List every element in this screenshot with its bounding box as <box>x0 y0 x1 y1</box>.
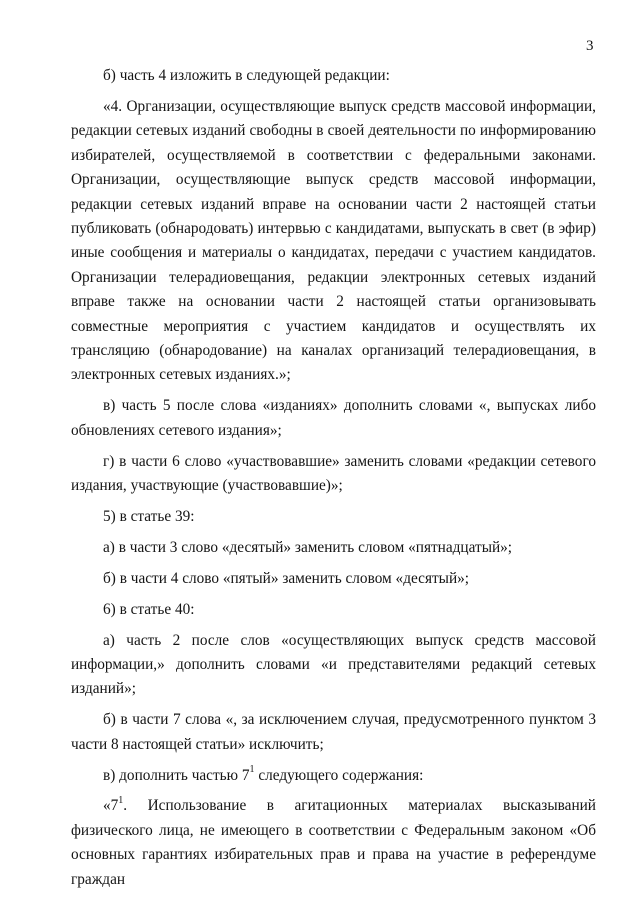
superscript: 1 <box>249 764 255 776</box>
document-body <box>71 64 596 899</box>
paragraph-text: следующего содержания: <box>254 766 424 784</box>
paragraph: 5) в статье 39: <box>103 507 195 525</box>
paragraph: а) в части 3 слово «десятый» заменить словом «пятнадцатый»; <box>103 538 513 556</box>
paragraph: 6) в статье 40: <box>103 600 195 618</box>
superscript: 1 <box>118 795 124 807</box>
paragraph-text: в) дополнить частью 7 <box>103 766 250 784</box>
paragraph: г) в части 6 слово «участвовавшие» заменить словами «редакции сетевого издания, участвующие (участвовавшие)»; <box>71 452 596 494</box>
paragraph-text: . Использование в агитационных материалах высказываний физического лица, не имеющего в соответствии с Федеральным законом «Об основных гарантиях избирательных прав и права на участие в референдуме граждан <box>71 797 596 888</box>
paragraph <box>71 764 596 788</box>
paragraph-text: «7 <box>103 797 119 815</box>
paragraph: «4. Организации, осуществляющие выпуск средств массовой информации, редакции сетевых изданий свободны в своей деятельности по информированию избирателей, осуществляемой в соответствии с федеральными законами. Организации, осуществляющие выпуск средств массовой информации, редакции сетевых изданий вправе на основании части 2 настоящей статьи публиковать (обнародовать) интервью с кандидатами, выпускать в свет (в эфир) иные сообщения и материалы о кандидатах, передачи с участием кандидатов. Организации телерадиовещания, редакции электронных сетевых изданий вправе также на основании части 2 настоящей статьи организовывать совместные мероприятия с участием кандидатов и осуществлять их трансляцию (обнародование) на каналах организаций телерадиовещания, в электронных сетевых изданиях.»; <box>71 97 596 384</box>
paragraph: б) часть 4 изложить в следующей редакции: <box>103 67 390 84</box>
paragraph <box>71 794 596 892</box>
paragraph: а) часть 2 после слов «осуществляющих выпуск средств массовой информации,» дополнить словами «и представителями редакций сетевых изданий»; <box>71 631 596 698</box>
page-number: 3 <box>586 38 594 54</box>
paragraph: в) часть 5 после слова «изданиях» дополнить словами «, выпусках либо обновлениях сетевого издания»; <box>71 397 596 439</box>
paragraph: б) в части 4 слово «пятый» заменить словом «десятый»; <box>103 569 470 587</box>
paragraph: б) в части 7 слова «, за исключением случая, предусмотренного пунктом 3 части 8 настоящей статьи» исключить; <box>71 711 596 753</box>
